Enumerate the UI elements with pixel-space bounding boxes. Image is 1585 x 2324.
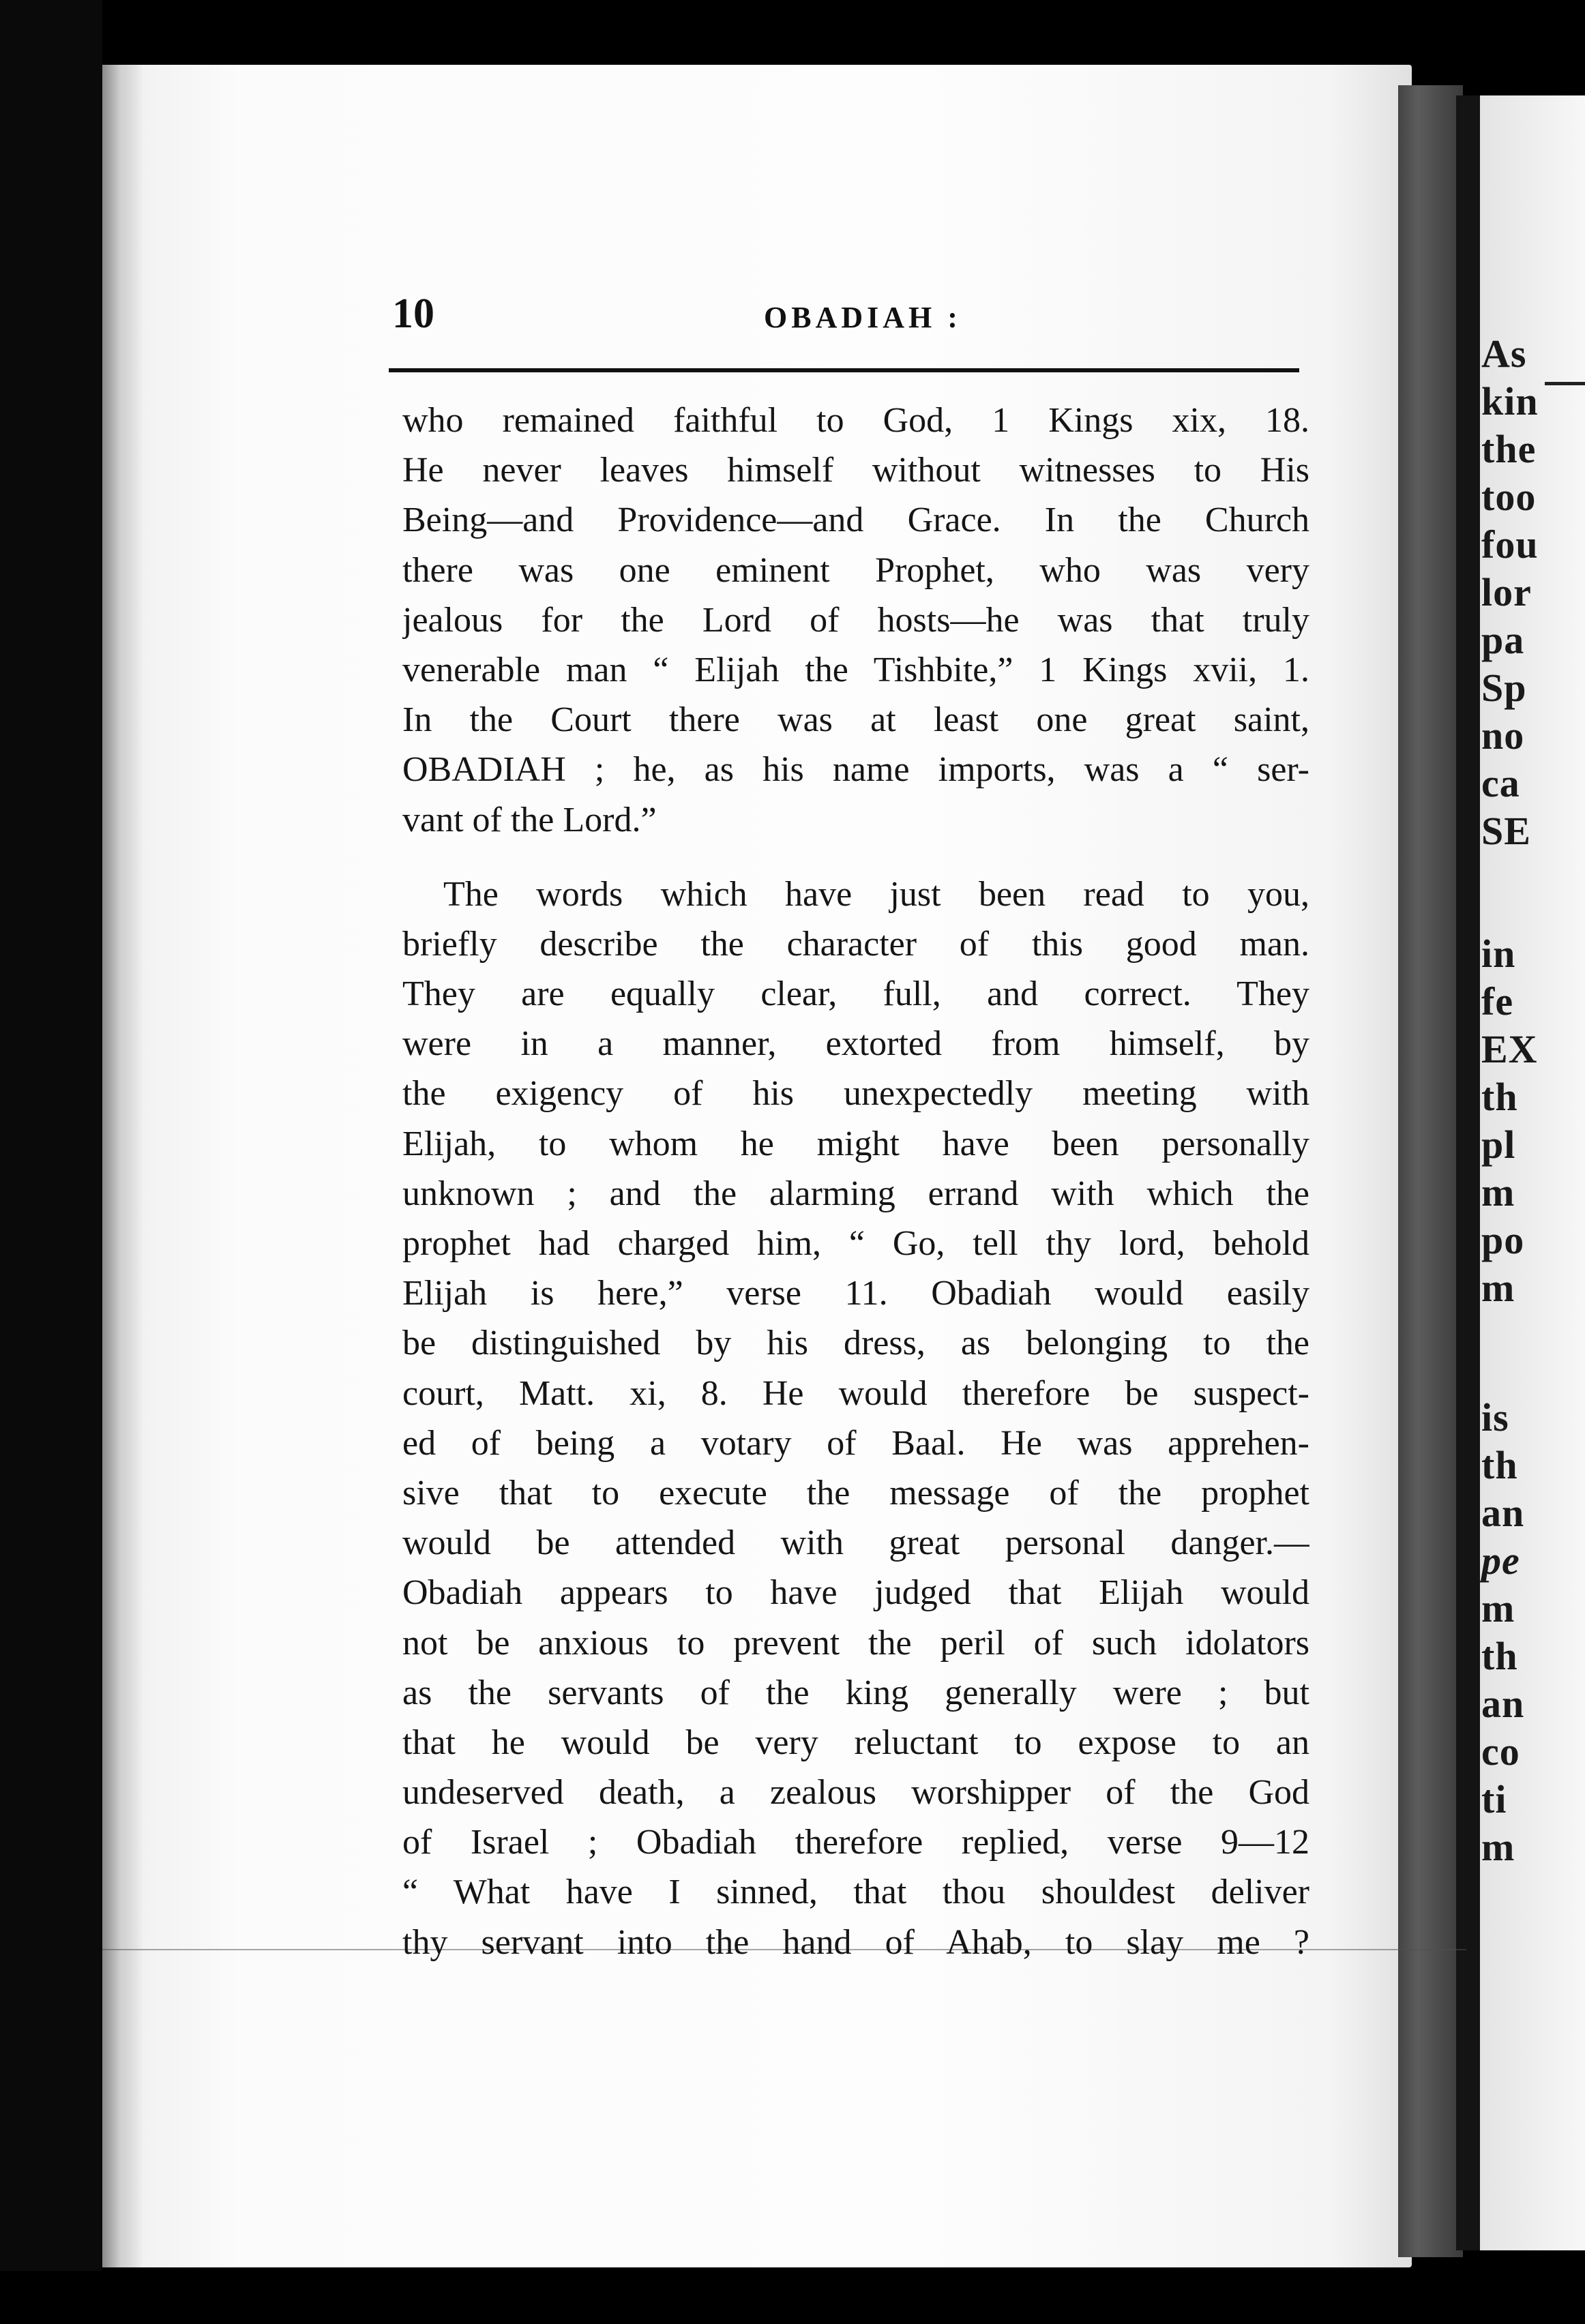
text-line: not be anxious to prevent the peril of such idolators xyxy=(402,1623,1309,1663)
header-rule xyxy=(389,368,1299,372)
facing-page-text-fragment: m xyxy=(1481,1266,1515,1310)
paragraph-1 xyxy=(402,396,1309,845)
text-line: unknown ; and the alarming errand with which the xyxy=(402,1174,1309,1213)
text-line: thy servant into the hand of Ahab, to slay me ? xyxy=(402,1922,1309,1962)
text-line: “ What have I sinned, that thou shouldest deliver xyxy=(402,1873,1309,1912)
text-line: prophet had charged him, “ Go, tell thy lord, behold xyxy=(402,1224,1309,1263)
facing-page-text-fragment: po xyxy=(1481,1218,1525,1262)
text-line: Being—and Providence—and Grace. In the Church xyxy=(402,501,1309,540)
facing-page-text-fragment: Sp xyxy=(1481,666,1527,710)
page-left-edge xyxy=(102,65,143,2267)
facing-page-text-fragment: in xyxy=(1481,932,1516,976)
text-line: the exigency of his unexpectedly meeting with xyxy=(402,1074,1309,1114)
facing-page-text-fragment: an xyxy=(1481,1682,1525,1726)
text-line: of Israel ; Obadiah therefore replied, verse 9—12 xyxy=(402,1823,1309,1862)
facing-page-text-fragment: th xyxy=(1481,1075,1518,1119)
text-line: briefly describe the character of this good man. xyxy=(402,924,1309,964)
text-line: ed of being a votary of Baal. He was apprehen- xyxy=(402,1423,1309,1463)
facing-page-text-fragment: EX xyxy=(1481,1027,1538,1071)
facing-page-text-fragment: the xyxy=(1481,427,1537,471)
text-line: In the Court there was at least one great saint, xyxy=(402,700,1309,740)
facing-page-text-fragment: pl xyxy=(1481,1122,1516,1167)
scanner-margin xyxy=(0,0,102,2324)
running-head: OBADIAH : xyxy=(764,301,962,334)
facing-page xyxy=(1480,95,1585,2250)
facing-page-text-fragment: th xyxy=(1481,1443,1518,1487)
facing-page-text-fragment: co xyxy=(1481,1729,1520,1774)
facing-page-text-fragment: ca xyxy=(1481,761,1520,805)
text-line: undeserved death, a zealous worshipper of the God xyxy=(402,1773,1309,1813)
text-line: They are equally clear, full, and correct. They xyxy=(402,974,1309,1014)
text-line: Elijah is here,” verse 11. Obadiah would easily xyxy=(402,1274,1309,1313)
text-line: OBADIAH ; he, as his name imports, was a “ ser- xyxy=(402,750,1309,790)
facing-page-text-fragment: m xyxy=(1481,1586,1515,1630)
text-line: He never leaves himself without witnesses to His xyxy=(402,451,1309,490)
text-line: court, Matt. xi, 8. He would therefore be suspect- xyxy=(402,1373,1309,1413)
facing-page-text-fragment: SE xyxy=(1481,809,1531,853)
text-line: Elijah, to whom he might have been personally xyxy=(402,1124,1309,1163)
book-gutter-shadow xyxy=(1398,85,1463,2257)
text-line: would be attended with great personal danger.— xyxy=(402,1523,1309,1563)
facing-page-text-fragment: As xyxy=(1481,331,1527,376)
facing-page-text-fragment: pa xyxy=(1481,618,1525,662)
text-line: who remained faithful to God, 1 Kings xix, 18. xyxy=(402,401,1309,440)
facing-page-text-fragment: m xyxy=(1481,1170,1515,1215)
facing-page-text-fragment: too xyxy=(1481,475,1537,519)
text-line: be distinguished by his dress, as belonging to the xyxy=(402,1324,1309,1363)
facing-page-rule xyxy=(1545,382,1585,385)
page-number: 10 xyxy=(392,290,434,337)
body-text xyxy=(402,396,1309,1967)
text-line: venerable man “ Elijah the Tishbite,” 1 Kings xvii, 1. xyxy=(402,650,1309,689)
text-line: there was one eminent Prophet, who was very xyxy=(402,550,1309,590)
facing-page-text-fragment: fe xyxy=(1481,979,1514,1024)
scanner-bottom-margin xyxy=(0,2271,1585,2324)
text-line: as the servants of the king generally were ; but xyxy=(402,1673,1309,1712)
facing-page-text-fragment: an xyxy=(1481,1491,1525,1535)
facing-page-text-fragment: m xyxy=(1481,1825,1515,1869)
book-gutter xyxy=(1456,95,1480,2250)
facing-page-text-fragment: th xyxy=(1481,1634,1518,1678)
facing-page-text-fragment: fou xyxy=(1481,522,1539,567)
facing-page-text-fragment: lor xyxy=(1481,570,1532,614)
text-line: that he would be very reluctant to expose to an xyxy=(402,1723,1309,1762)
facing-page-text-fragment: pe xyxy=(1481,1538,1520,1583)
text-line: Obadiah appears to have judged that Elijah would xyxy=(402,1573,1309,1613)
text-line: vant of the Lord.” xyxy=(402,800,657,839)
facing-page-text-fragment: ti xyxy=(1481,1777,1507,1821)
text-line: The words which have just been read to you, xyxy=(443,874,1309,914)
paragraph-gap xyxy=(402,845,1309,869)
facing-page-text-fragment: no xyxy=(1481,713,1525,758)
paragraph-2 xyxy=(402,869,1309,1967)
text-line: jealous for the Lord of hosts—he was that truly xyxy=(402,600,1309,640)
facing-page-text-fragment: kin xyxy=(1481,379,1539,423)
text-line: were in a manner, extorted from himself, by xyxy=(402,1024,1309,1064)
text-line: sive that to execute the message of the prophet xyxy=(402,1473,1309,1513)
facing-page-text-fragment: is xyxy=(1481,1395,1509,1440)
